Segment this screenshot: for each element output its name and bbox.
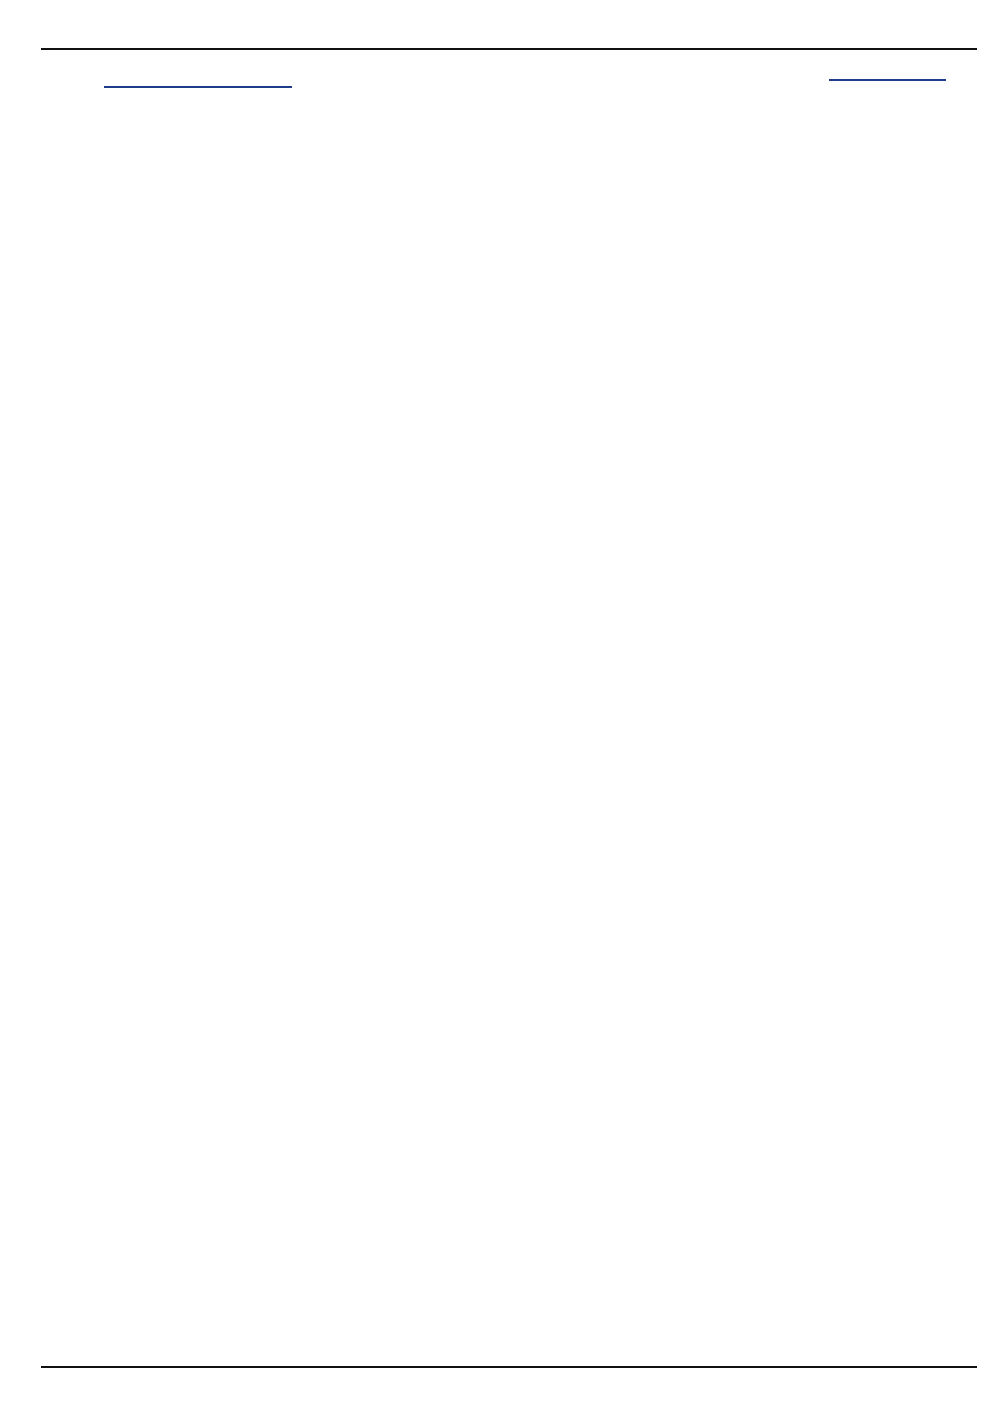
logo-square <box>698 1373 708 1383</box>
logo-square <box>710 1373 720 1383</box>
footer-divider <box>41 1366 977 1368</box>
total-column-header <box>725 139 850 162</box>
part-3-label <box>157 809 243 843</box>
logo-square <box>710 1385 720 1395</box>
part-2-label <box>157 546 243 580</box>
logo-icon <box>698 1373 720 1395</box>
part-1-label <box>157 283 243 317</box>
liveworksheets-logo[interactable] <box>698 1373 724 1395</box>
name-field[interactable] <box>104 86 292 88</box>
check-column-header <box>609 139 725 162</box>
logo-square <box>698 1385 708 1395</box>
day-field[interactable] <box>829 79 946 81</box>
header-divider <box>41 48 977 50</box>
part-4-label <box>157 1071 243 1105</box>
